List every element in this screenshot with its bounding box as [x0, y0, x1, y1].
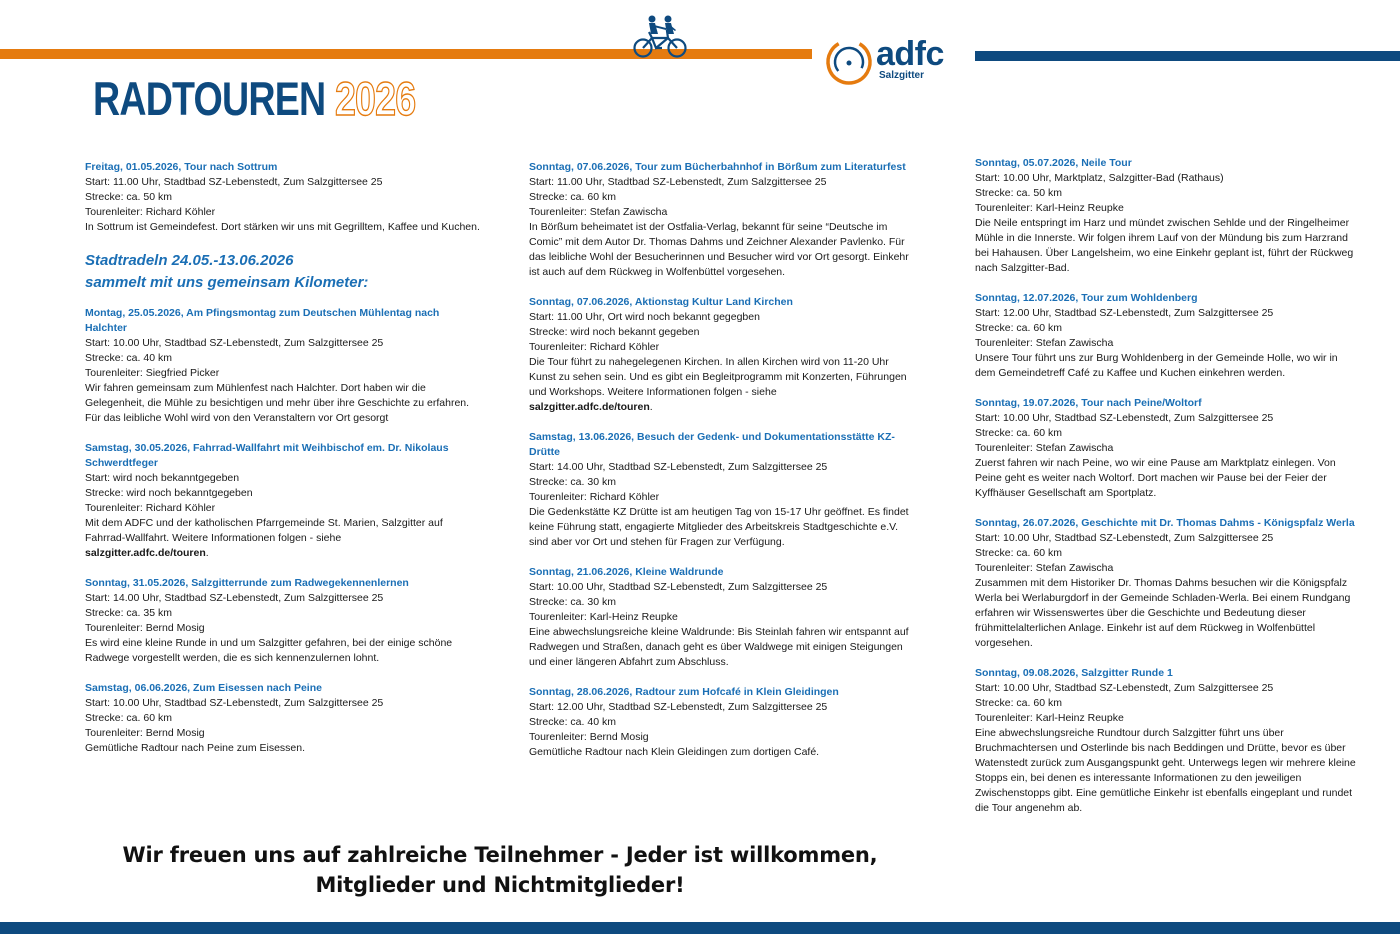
link-suffix: .	[649, 401, 653, 413]
tandem-bike-icon	[632, 14, 688, 58]
tour-entry	[85, 306, 480, 426]
tour-start: Start: 14.00 Uhr, Stadtbad SZ-Lebenstedt, Zum Salzgittersee 25	[85, 592, 384, 604]
tour-description: Die Neile entspringt im Harz und mündet zwischen Sehlde und der Ringelheimer Mühle in die Innerste. Wir folgen ihrem Lauf von der Mündung bis zum Harzrand bei Hahausen. Über Langelsheim, wo eine Einkehr geplant ist, führt der Rückweg nach Salzgitter-Bad.	[975, 217, 1354, 274]
tour-heading: Samstag, 30.05.2026, Fahrrad-Wallfahrt mit Weihbischof em. Dr. Nikolaus Schwerdtfeger	[85, 442, 449, 469]
tour-heading: Sonntag, 05.07.2026, Neile Tour	[975, 157, 1132, 169]
tour-entry	[975, 516, 1360, 651]
tour-start: Start: 11.00 Uhr, Stadtbad SZ-Lebenstedt, Zum Salzgittersee 25	[85, 176, 383, 188]
tour-start: Start: 14.00 Uhr, Stadtbad SZ-Lebenstedt, Zum Salzgittersee 25	[529, 461, 828, 473]
tour-distance: Strecke: ca. 40 km	[529, 716, 616, 728]
tour-entry	[529, 295, 909, 415]
bottom-blue-bar	[0, 922, 1400, 934]
tour-description: Es wird eine kleine Runde in und um Salzgitter gefahren, bei der einige schöne Radwege vorgestellt werden, die es sich kennenzulernen lohnt.	[85, 637, 453, 664]
tour-heading: Montag, 25.05.2026, Am Pfingsmontag zum Deutschen Mühlentag nach Halchter	[85, 307, 440, 334]
tour-heading: Samstag, 13.06.2026, Besuch der Gedenk- und Dokumentationsstätte KZ-Drütte	[529, 431, 895, 458]
tour-description: Gemütliche Radtour nach Peine zum Eisessen.	[85, 742, 306, 754]
tour-entry	[975, 156, 1360, 276]
title-word: RADTOUREN	[93, 72, 326, 125]
stadtradeln-promo	[85, 250, 480, 294]
tour-heading: Sonntag, 09.08.2026, Salzgitter Runde 1	[975, 667, 1173, 679]
tour-info-link[interactable]: salzgitter.adfc.de/touren	[85, 547, 206, 559]
tour-heading: Samstag, 06.06.2026, Zum Eisessen nach Peine	[85, 682, 322, 694]
title-year: 2026	[334, 72, 416, 125]
top-orange-bar	[0, 49, 812, 59]
tour-leader: Tourenleiter: Bernd Mosig	[85, 622, 205, 634]
tour-heading: Sonntag, 21.06.2026, Kleine Waldrunde	[529, 566, 724, 578]
tour-start: Start: 10.00 Uhr, Stadtbad SZ-Lebenstedt, Zum Salzgittersee 25	[85, 337, 384, 349]
tour-leader: Tourenleiter: Stefan Zawischa	[975, 442, 1114, 454]
tour-column-1	[85, 160, 480, 771]
tour-description-text: Mit dem ADFC und der katholischen Pfarrgemeinde St. Marien, Salzgitter auf Fahrrad-Wallfahrt. Weitere Informationen folgen - siehe	[85, 517, 443, 544]
tour-distance: Strecke: ca. 60 km	[975, 547, 1062, 559]
tour-column-2	[529, 160, 909, 775]
footer-line-2: Mitglieder und Nichtmitglieder!	[315, 873, 685, 897]
tour-description: Eine abwechslungsreiche kleine Waldrunde: Bis Steinlah fahren wir entspannt auf Radwegen und Straßen, danach geht es über Waldwege mit einigen Steigungen und einer längeren Abfahrt zum Abschluss.	[529, 626, 909, 668]
tour-entry	[975, 666, 1360, 816]
tour-distance: Strecke: wird noch bekannt gegeben	[529, 326, 700, 338]
tour-leader: Tourenleiter: Karl-Heinz Reupke	[975, 202, 1124, 214]
tour-heading: Sonntag, 19.07.2026, Tour nach Peine/Woltorf	[975, 397, 1202, 409]
top-blue-bar	[975, 51, 1400, 61]
tour-entry	[85, 160, 480, 235]
link-suffix: .	[205, 547, 209, 559]
tour-description: In Sottrum ist Gemeindefest. Dort stärken wir uns mit Gegrilltem, Kaffee und Kuchen.	[85, 221, 480, 233]
logo-city: Salzgitter	[879, 70, 925, 81]
tour-start: Start: 12.00 Uhr, Stadtbad SZ-Lebenstedt, Zum Salzgittersee 25	[975, 307, 1274, 319]
tour-heading: Sonntag, 07.06.2026, Aktionstag Kultur Land Kirchen	[529, 296, 793, 308]
tour-start: Start: 10.00 Uhr, Marktplatz, Salzgitter-Bad (Rathaus)	[975, 172, 1224, 184]
tour-description	[85, 516, 480, 561]
tour-description: In Börßum beheimatet ist der Ostfalia-Verlag, bekannt für seine “Deutsche im Comic” mit dem Autor Dr. Thomas Dahms und Zeichner Alexander Pavlenko. Für das leibliche Wohl der Besucherinnen und Besucher wird vor Ort gesorgt. Einkehr ist auch auf dem Rückweg in Wolfenbüttel vorgesehen.	[529, 221, 909, 278]
tour-distance: Strecke: ca. 60 km	[529, 191, 616, 203]
tour-start: Start: 11.00 Uhr, Ort wird noch bekannt gegegben	[529, 311, 760, 323]
adfc-logo-icon	[824, 36, 874, 88]
tour-leader: Tourenleiter: Stefan Zawischa	[529, 206, 668, 218]
tour-distance: Strecke: ca. 30 km	[529, 596, 616, 608]
page-title	[93, 72, 415, 126]
tour-description: Die Gedenkstätte KZ Drütte ist am heutigen Tag von 15-17 Uhr geöffnet. Es findet keine Führung statt, engagierte Mitglieder des Arbeitskreis Stadtgeschichte e.V. sind aber vor Ort und stehen für Fragen zur Verfügung.	[529, 506, 909, 548]
tour-start: Start: 10.00 Uhr, Stadtbad SZ-Lebenstedt, Zum Salzgittersee 25	[975, 532, 1274, 544]
tour-distance: Strecke: ca. 35 km	[85, 607, 172, 619]
tour-heading: Sonntag, 07.06.2026, Tour zum Bücherbahnhof in Börßum zum Literaturfest	[529, 161, 906, 173]
welcome-footer	[100, 840, 900, 900]
tour-leader: Tourenleiter: Bernd Mosig	[85, 727, 205, 739]
tour-distance: Strecke: ca. 60 km	[85, 712, 172, 724]
tour-distance: Strecke: ca. 60 km	[975, 322, 1062, 334]
tour-entry	[85, 576, 480, 666]
tour-entry	[85, 681, 480, 756]
tour-description	[529, 355, 909, 415]
tour-start: Start: 12.00 Uhr, Stadtbad SZ-Lebenstedt, Zum Salzgittersee 25	[529, 701, 828, 713]
tour-heading: Freitag, 01.05.2026, Tour nach Sottrum	[85, 161, 278, 173]
tour-entry	[529, 565, 909, 670]
tour-leader: Tourenleiter: Karl-Heinz Reupke	[975, 712, 1124, 724]
tour-description: Zuerst fahren wir nach Peine, wo wir eine Pause am Marktplatz einlegen. Von Peine geht es weiter nach Woltorf. Dort machen wir Pause bei der Feier der Kyffhäuser Gesellschaft am Sportplatz.	[975, 457, 1336, 499]
tour-start: Start: 11.00 Uhr, Stadtbad SZ-Lebenstedt, Zum Salzgittersee 25	[529, 176, 827, 188]
promo-line-1: Stadtradeln 24.05.-13.06.2026	[85, 252, 294, 269]
tour-entry	[529, 685, 909, 760]
footer-line-1: Wir freuen uns auf zahlreiche Teilnehmer - Jeder ist willkommen,	[122, 843, 878, 867]
tour-distance: Strecke: ca. 60 km	[975, 427, 1062, 439]
tour-entry	[529, 160, 909, 280]
tour-entry	[529, 430, 909, 550]
tour-start: Start: wird noch bekanntgegeben	[85, 472, 240, 484]
adfc-logo[interactable]	[824, 36, 964, 88]
tour-heading: Sonntag, 31.05.2026, Salzgitterrunde zum Radwegekennenlernen	[85, 577, 409, 589]
tour-distance: Strecke: ca. 30 km	[529, 476, 616, 488]
tour-distance: Strecke: ca. 40 km	[85, 352, 172, 364]
tour-description: Zusammen mit dem Historiker Dr. Thomas Dahms besuchen wir die Königspfalz Werla bei Werlaburgdorf in der Gemeinde Schladen-Werla. Bei einem Rundgang erfahren wir Wissenswertes über die Geschichte und Bedeutung dieser frühmittelalterlichen Anlage. Einkehr ist auf dem Rückweg in Wolfenbüttel vorgesehen.	[975, 577, 1351, 649]
tour-description: Eine abwechslungsreiche Rundtour durch Salzgitter führt uns über Bruchmachtersen und Osterlinde bis nach Beddingen und Drütte, bevor es über Watenstedt zurück zum Ausgangspunkt geht. Unterwegs legen wir mehrere kleine Stopps ein, bei denen es interessante Informationen zu den jeweiligen Zwischenstopps gibt. Eine gemütliche Einkehr ist ebenfalls eingeplant und rundet die Tour angenehm ab.	[975, 727, 1356, 814]
tour-heading: Sonntag, 12.07.2026, Tour zum Wohldenberg	[975, 292, 1198, 304]
tour-entry	[85, 441, 480, 561]
tour-entry	[975, 396, 1360, 501]
tour-leader: Tourenleiter: Stefan Zawischa	[975, 337, 1114, 349]
tour-distance: Strecke: ca. 60 km	[975, 697, 1062, 709]
tour-description: Unsere Tour führt uns zur Burg Wohldenberg in der Gemeinde Holle, wo wir in dem Gemeindetreff Café zu Kaffee und Kuchen einkehren werden.	[975, 352, 1338, 379]
tour-leader: Tourenleiter: Richard Köhler	[85, 206, 216, 218]
promo-line-2: sammelt mit uns gemeinsam Kilometer:	[85, 274, 369, 291]
tour-distance: Strecke: ca. 50 km	[975, 187, 1062, 199]
tour-leader: Tourenleiter: Stefan Zawischa	[975, 562, 1114, 574]
tour-column-3	[975, 156, 1360, 831]
tour-leader: Tourenleiter: Bernd Mosig	[529, 731, 649, 743]
tour-description: Wir fahren gemeinsam zum Mühlenfest nach Halchter. Dort haben wir die Gelegenheit, die Mühle zu besichtigen und mehr über ihre Geschichte zu erfahren. Für das leibliche Wohl wird von den Veranstaltern vor Ort gesorgt	[85, 382, 470, 424]
tour-leader: Tourenleiter: Richard Köhler	[85, 502, 216, 514]
tour-description: Gemütliche Radtour nach Klein Gleidingen zum dortigen Café.	[529, 746, 820, 758]
tour-description-text: Die Tour führt zu nahegelegenen Kirchen. In allen Kirchen wird von 11-20 Uhr Kunst zu sehen sein. Und es gibt ein Begleitprogramm mit Konzerten, Führungen und Workshops. Weitere Informationen folgen - siehe	[529, 356, 907, 398]
tour-leader: Tourenleiter: Richard Köhler	[529, 341, 660, 353]
tour-entry	[975, 291, 1360, 381]
tour-start: Start: 10.00 Uhr, Stadtbad SZ-Lebenstedt, Zum Salzgittersee 25	[975, 682, 1274, 694]
tour-distance: Strecke: wird noch bekanntgegeben	[85, 487, 253, 499]
tour-start: Start: 10.00 Uhr, Stadtbad SZ-Lebenstedt, Zum Salzgittersee 25	[975, 412, 1274, 424]
tour-distance: Strecke: ca. 50 km	[85, 191, 172, 203]
tour-heading: Sonntag, 28.06.2026, Radtour zum Hofcafé in Klein Gleidingen	[529, 686, 839, 698]
tour-leader: Tourenleiter: Karl-Heinz Reupke	[529, 611, 678, 623]
tour-leader: Tourenleiter: Siegfried Picker	[85, 367, 220, 379]
tour-start: Start: 10.00 Uhr, Stadtbad SZ-Lebenstedt, Zum Salzgittersee 25	[85, 697, 384, 709]
tour-info-link[interactable]: salzgitter.adfc.de/touren	[529, 401, 650, 413]
tour-start: Start: 10.00 Uhr, Stadtbad SZ-Lebenstedt, Zum Salzgittersee 25	[529, 581, 828, 593]
tour-heading: Sonntag, 26.07.2026, Geschichte mit Dr. Thomas Dahms - Königspfalz Werla	[975, 517, 1355, 529]
tour-leader: Tourenleiter: Richard Köhler	[529, 491, 660, 503]
logo-wordmark: adfc	[876, 35, 944, 73]
